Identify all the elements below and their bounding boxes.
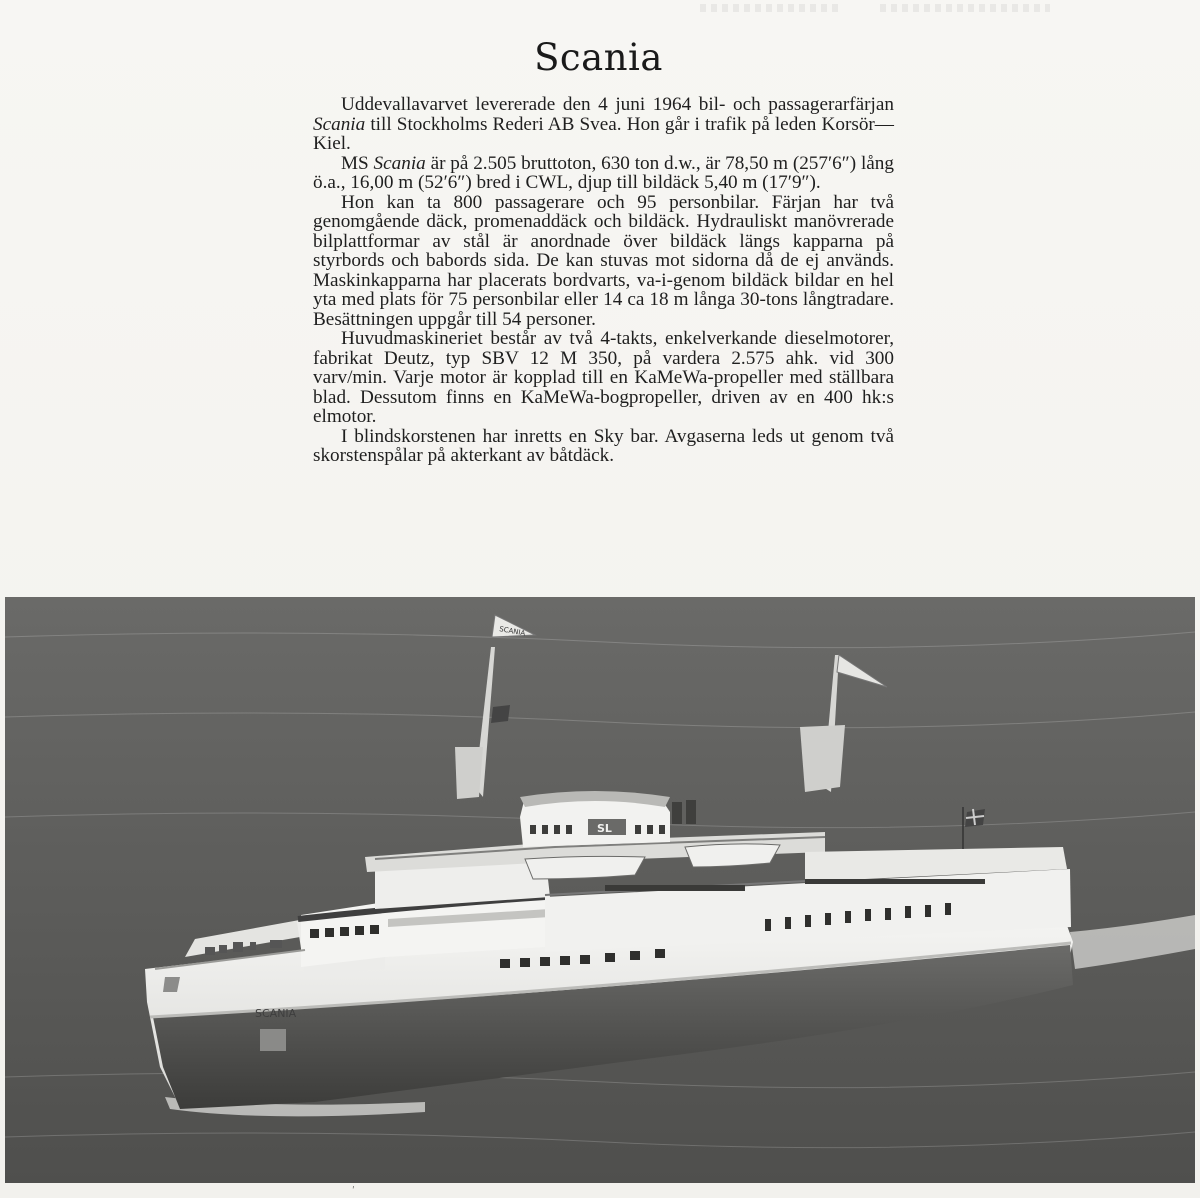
paragraph-text: till Stockholms Rederi AB Svea. Hon går i trafik på leden Korsör—Kiel.: [313, 113, 894, 154]
article-paragraph: [313, 154, 894, 193]
paragraph-text: I blindskorstenen har inretts en Sky bar. Avgaserna leds ut genom två skorstenspålar på akterkant av båtdäck.: [313, 425, 894, 466]
bleed-through-text: [880, 4, 1050, 12]
article-body: [313, 95, 894, 466]
funnel-logo: SL: [597, 822, 612, 835]
article-title: Scania: [534, 36, 663, 79]
exhaust-pipe: [686, 800, 696, 824]
ship-illustration: [5, 597, 1195, 1183]
paragraph-text: är på 2.505 bruttoton, 630 ton d.w., är 78,50 m (257′6″) lång ö.a., 16,00 m (52′6″) bred i CWL, djup till bildäck 5,40 m (17′9″).: [313, 152, 894, 193]
ship-photograph: [5, 597, 1195, 1183]
lifeboat: [525, 856, 645, 879]
article-paragraph: [313, 95, 894, 154]
paragraph-text: MS: [341, 152, 374, 174]
article-paragraph: [313, 193, 894, 330]
paragraph-text: Uddevallavarvet levererade den 4 juni 1964 bil- och passagerarfärjan: [341, 94, 894, 115]
bleed-through-text: [700, 4, 840, 12]
flag: [491, 705, 510, 723]
ship-name-italic: Scania: [313, 113, 366, 135]
pennant-text: SCANIA: [498, 625, 526, 638]
article-paragraph: [313, 329, 894, 427]
lifeboat: [685, 844, 780, 867]
exhaust-pipe: [672, 802, 682, 824]
paragraph-text: Hon kan ta 800 passagerare och 95 personbilar. Färjan har två genomgående däck, promenaddäck och bildäck. Hydrauliskt manövrerade bilplattformar av stål är anordnade över bildäck längs kapparna på styrbords och babords sida. De kan stuvas mot sidorna då de ej används. Maskinkapparna har placerats bordvarts, va-i-genom bildäck bildar en hel yta med plats för 75 personbilar eller 14 ca 18 m långa 30-tons långtradare. Besättningen uppgår till 54 personer.: [313, 191, 894, 330]
hull-name: SCANIA: [255, 1007, 297, 1020]
paragraph-text: Huvudmaskineriet består av två 4-takts, enkelverkande dieselmotorer, fabrikat Deutz, typ SBV 12 M 350, på vardera 2.575 ahk. vid 300 varv/min. Varje motor är kopplad till en KaMeWa-propeller med ställbara blad. Dessutom finns en KaMeWa-bogpropeller, driven av en 400 hk:s elmotor.: [313, 328, 894, 427]
page-mark: ʹ: [352, 1186, 355, 1197]
ship-name-italic: Scania: [373, 152, 426, 174]
bow-door: [260, 1029, 286, 1051]
article-paragraph: [313, 427, 894, 466]
